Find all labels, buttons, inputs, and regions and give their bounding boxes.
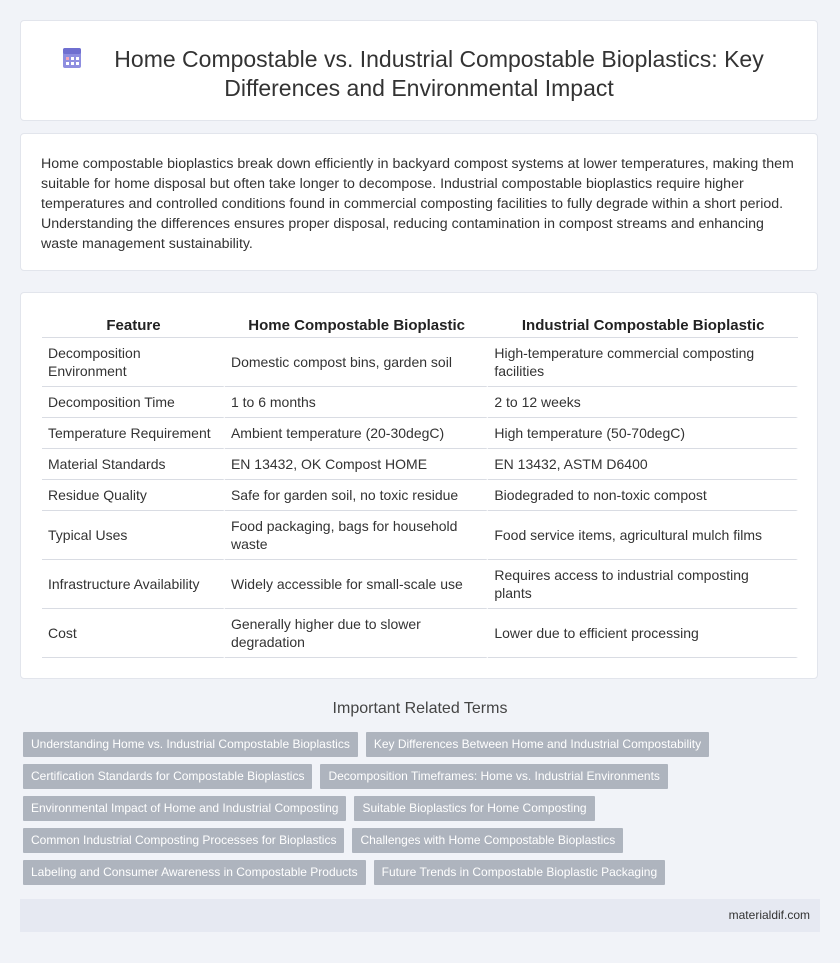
- row-home: 1 to 6 months: [225, 387, 488, 418]
- related-term-link[interactable]: Challenges with Home Compostable Bioplastics: [352, 828, 623, 853]
- intro-paragraph: Home compostable bioplastics break down efficiently in backyard compost systems at lower temperatures, making them suitable for home disposal but often take longer to decompose. Industrial compostable bioplastics require higher temperatures and controlled conditions found in commercial composting facilities to fully degrade within a short period. Understanding the differences ensures proper disposal, reducing contamination in compost streams and enhancing waste management sustainability.: [41, 156, 794, 252]
- row-industrial: High temperature (50-70degC): [488, 418, 798, 449]
- row-industrial: Lower due to efficient processing: [488, 609, 798, 658]
- header-industrial: Industrial Compostable Bioplastic: [488, 314, 798, 338]
- row-feature: Infrastructure Availability: [42, 560, 225, 609]
- row-feature: Temperature Requirement: [42, 418, 225, 449]
- table-row: [42, 418, 798, 449]
- header-home: Home Compostable Bioplastic: [225, 314, 488, 338]
- row-home: Safe for garden soil, no toxic residue: [225, 480, 488, 511]
- footer-site-link[interactable]: materialdif.com: [728, 908, 810, 922]
- table-row: [42, 560, 798, 609]
- row-home: Widely accessible for small-scale use: [225, 560, 488, 609]
- table-row: [42, 511, 798, 560]
- row-industrial: EN 13432, ASTM D6400: [488, 449, 798, 480]
- comparison-table: [42, 314, 798, 658]
- row-home: Domestic compost bins, garden soil: [225, 338, 488, 387]
- related-term-link[interactable]: Certification Standards for Compostable Bioplastics: [23, 764, 312, 789]
- table-row: [42, 609, 798, 658]
- related-term-link[interactable]: Understanding Home vs. Industrial Compostable Bioplastics: [23, 732, 358, 757]
- table-row: [42, 338, 798, 387]
- related-term-link[interactable]: Common Industrial Composting Processes for Bioplastics: [23, 828, 344, 853]
- row-feature: Residue Quality: [42, 480, 225, 511]
- page-title-line2: Differences and Environmental Impact: [224, 75, 614, 101]
- row-industrial: High-temperature commercial composting facilities: [488, 338, 798, 387]
- row-industrial: Requires access to industrial composting plants: [488, 560, 798, 609]
- related-terms-list: [23, 732, 823, 892]
- table-header-row: [42, 314, 798, 338]
- row-industrial: Biodegraded to non-toxic compost: [488, 480, 798, 511]
- related-term-link[interactable]: Suitable Bioplastics for Home Composting: [354, 796, 594, 821]
- page-title: [21, 45, 817, 103]
- related-terms-title: Important Related Terms: [332, 700, 508, 717]
- row-home: Food packaging, bags for household waste: [225, 511, 488, 560]
- row-industrial: 2 to 12 weeks: [488, 387, 798, 418]
- table-row: [42, 449, 798, 480]
- table-row: [42, 387, 798, 418]
- row-feature: Typical Uses: [42, 511, 225, 560]
- row-feature: Material Standards: [42, 449, 225, 480]
- row-feature: Cost: [42, 609, 225, 658]
- related-term-link[interactable]: Future Trends in Compostable Bioplastic Packaging: [374, 860, 665, 885]
- header-feature: Feature: [42, 314, 225, 338]
- row-industrial: Food service items, agricultural mulch films: [488, 511, 798, 560]
- comparison-table-card: [20, 292, 818, 679]
- related-term-link[interactable]: Environmental Impact of Home and Industrial Composting: [23, 796, 346, 821]
- related-term-link[interactable]: Labeling and Consumer Awareness in Compostable Products: [23, 860, 366, 885]
- row-feature: Decomposition Environment: [42, 338, 225, 387]
- row-home: Ambient temperature (20-30degC): [225, 418, 488, 449]
- intro-card: [20, 133, 818, 271]
- title-card: [20, 20, 818, 121]
- row-home: EN 13432, OK Compost HOME: [225, 449, 488, 480]
- table-row: [42, 480, 798, 511]
- footer: [20, 899, 820, 932]
- row-home: Generally higher due to slower degradation: [225, 609, 488, 658]
- page-title-line1: Home Compostable vs. Industrial Compostable Bioplastics: Key: [114, 46, 764, 72]
- related-term-link[interactable]: Key Differences Between Home and Industrial Compostability: [366, 732, 709, 757]
- row-feature: Decomposition Time: [42, 387, 225, 418]
- related-term-link[interactable]: Decomposition Timeframes: Home vs. Industrial Environments: [320, 764, 667, 789]
